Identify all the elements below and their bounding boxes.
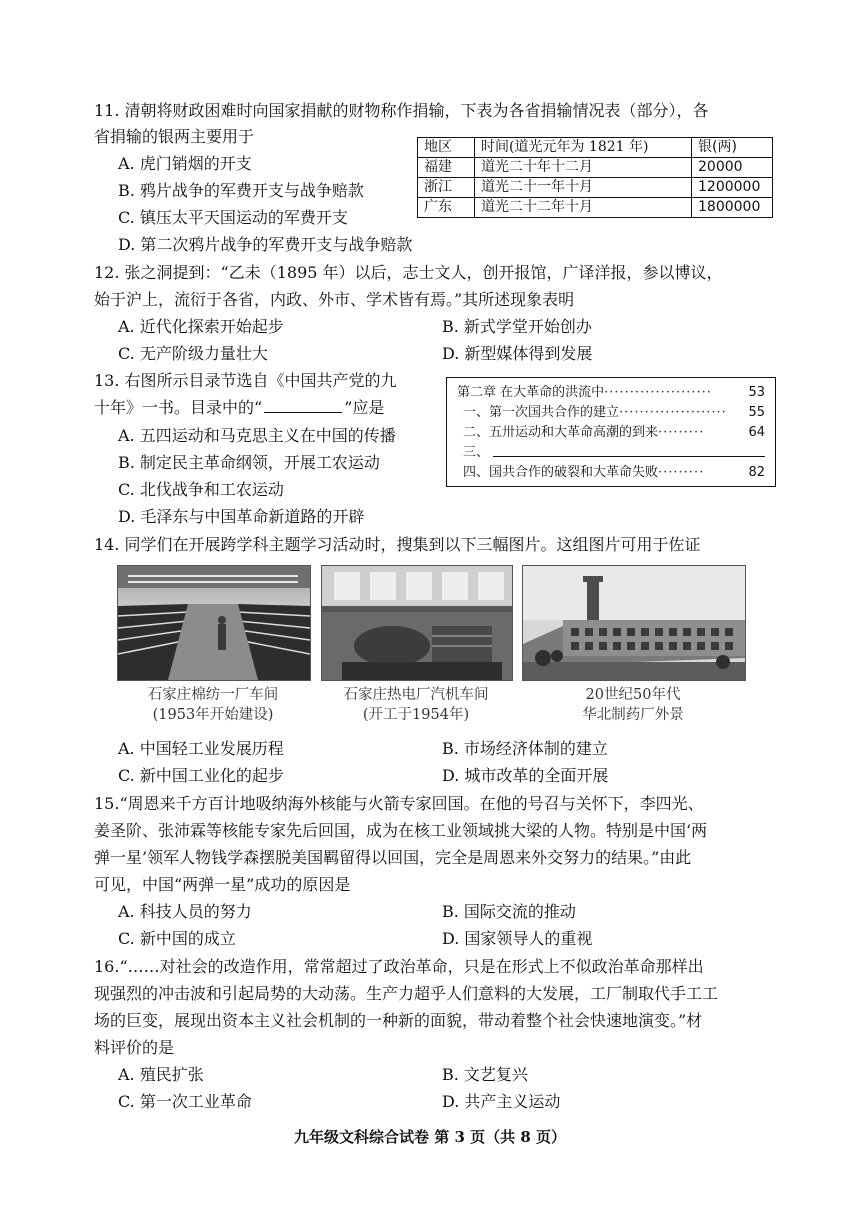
caption-line: 石家庄棉纺一厂车间: [147, 687, 279, 703]
q14-option-d: D. 城市改革的全面开展: [442, 766, 609, 785]
q12-stem-line2: 始于沪上，流衍于各省，内政、外市、学术皆有焉。”其所述现象表明: [94, 290, 575, 309]
q15-stem-line2: 姜圣阶、张沛霖等核能专家先后回国，成为在核工业领域挑大梁的人物。特别是中国‘两: [94, 821, 708, 840]
photo-caption: [314, 685, 518, 725]
q14-stem-line1: 14. 同学们在开展跨学科主题学习活动时，搜集到以下三幅图片。这组图片可用于佐证: [94, 535, 701, 554]
q11-stem-line2: 省捐输的银两主要用于: [94, 127, 255, 146]
table-row: [418, 178, 773, 198]
caption-line: (开工于1954年): [362, 707, 470, 723]
toc-page: 53: [748, 385, 765, 400]
q16-stem-line4: 料评价的是: [94, 1038, 175, 1057]
q12-option-d: D. 新型媒体得到发展: [442, 344, 593, 363]
toc-entry: [463, 423, 765, 443]
table-header-cell: 银(两): [692, 138, 773, 158]
q11-option-c: C. 镇压太平天国运动的军费开支: [118, 208, 348, 227]
toc-leader: ·········: [658, 465, 705, 480]
table-header-row: [418, 138, 773, 158]
table-row: [418, 158, 773, 178]
q13-option-a: A. 五四运动和马克思主义在中国的传播: [118, 426, 396, 445]
table-header-cell: 时间(道光元年为 1821 年): [475, 138, 692, 158]
toc-blank-line: [493, 443, 765, 457]
table-row: [418, 198, 773, 218]
caption-line: 石家庄热电厂汽机车间: [343, 687, 489, 703]
q16-option-c: C. 第一次工业革命: [118, 1092, 252, 1111]
toc-page: 64: [748, 425, 765, 440]
table-cell: 福建: [418, 158, 475, 178]
q15-option-d: D. 国家领导人的重视: [442, 929, 593, 948]
q12-stem-line1: 12. 张之洞提到：“乙未（1895 年）以后，志士文人，创开报馆，广译洋报，参以博议，: [94, 263, 723, 282]
table-cell: 1200000: [692, 178, 773, 198]
caption-line: 华北制药厂外景: [582, 707, 684, 723]
q12-option-c: C. 无产阶级力量壮大: [118, 344, 268, 363]
answer-blank: [264, 398, 342, 413]
q15-option-b: B. 国际交流的推动: [442, 902, 576, 921]
photo-caption: [540, 685, 726, 725]
q16-stem-line3: 场的巨变，展现出资本主义社会机制的一种新的面貌，带动着整个社会快速地演变。”材: [94, 1011, 703, 1030]
table-cell: 道光二十一年十月: [475, 178, 692, 198]
power-plant-photo: [321, 565, 513, 681]
toc-title: 四、国共合作的破裂和大革命失败: [463, 465, 659, 480]
q15-option-c: C. 新中国的成立: [118, 929, 236, 948]
q16-option-b: B. 文艺复兴: [442, 1065, 528, 1084]
table-cell: 20000: [692, 158, 773, 178]
q11-option-d: D. 第二次鸦片战争的军费开支与战争赔款: [118, 235, 413, 254]
toc-title: 第二章 在大革命的洪流中: [457, 385, 605, 400]
q16-stem-line1: 16.“……对社会的改造作用，常常超过了政治革命，只是在形式上不似政治革命那样出: [94, 957, 704, 976]
q13-option-b: B. 制定民主革命纲领，开展工农运动: [118, 453, 380, 472]
q16-option-a: A. 殖民扩张: [118, 1065, 204, 1084]
toc-leader: ·········: [658, 425, 705, 440]
table-header-cell: 地区: [418, 138, 475, 158]
q11-donation-table: [417, 137, 773, 218]
toc-page: 55: [748, 405, 765, 420]
toc-title: 二、五卅运动和大革命高潮的到来: [463, 425, 659, 440]
q13-option-d: D. 毛泽东与中国革命新道路的开辟: [118, 507, 365, 526]
toc-entry: [463, 463, 765, 483]
table-cell: 道光二十二年十月: [475, 198, 692, 218]
page-footer: 九年级文科综合试卷 第 3 页（共 8 页）: [294, 1128, 566, 1146]
toc-page: 82: [748, 465, 765, 480]
q13-table-of-contents: [446, 377, 776, 487]
textile-mill-photo: [117, 565, 311, 681]
photo-caption: [110, 685, 316, 725]
table-cell: 浙江: [418, 178, 475, 198]
q12-option-a: A. 近代化探索开始起步: [118, 317, 284, 336]
toc-leader: ·····················: [619, 405, 727, 420]
caption-line: (1953年开始建设): [152, 707, 274, 723]
q15-stem-line4: 可见，中国“两弹一星”成功的原因是: [94, 875, 351, 894]
q11-option-a: A. 虎门销烟的开支: [118, 154, 252, 173]
q14-option-b: B. 市场经济体制的建立: [442, 739, 608, 758]
q14-option-c: C. 新中国工业化的起步: [118, 766, 284, 785]
toc-entry: [463, 403, 765, 423]
q13-stem-text-end: ”应是: [344, 398, 385, 417]
q15-option-a: A. 科技人员的努力: [118, 902, 252, 921]
toc-title: 一、第一次国共合作的建立: [463, 405, 620, 420]
q15-stem-line3: 弹一星’领军人物钱学森摆脱美国羁留得以回国，完全是周恩来外交努力的结果。”由此: [94, 848, 692, 867]
q11-option-b: B. 鸦片战争的军费开支与战争赔款: [118, 181, 364, 200]
q16-option-d: D. 共产主义运动: [442, 1092, 561, 1111]
q13-stem-line1: 13. 右图所示目录节选自《中国共产党的九: [94, 371, 397, 390]
q12-option-b: B. 新式学堂开始创办: [442, 317, 592, 336]
q11-stem-line1: 11. 清朝将财政困难时向国家捐献的财物称作捐输，下表为各省捐输情况表（部分），各: [94, 101, 709, 120]
q13-stem-line2: [94, 395, 384, 421]
toc-title: 三、: [463, 445, 490, 460]
table-cell: 广东: [418, 198, 475, 218]
toc-leader: ·····················: [604, 385, 712, 400]
toc-entry-blank: [463, 443, 765, 463]
q13-option-c: C. 北伐战争和工农运动: [118, 480, 284, 499]
q13-stem-text: 十年》一书。目录中的“: [94, 398, 263, 417]
table-cell: 1800000: [692, 198, 773, 218]
toc-entry: [457, 383, 765, 403]
caption-line: 20世纪50年代: [585, 687, 681, 703]
q16-stem-line2: 现强烈的冲击波和引起局势的大动荡。生产力超乎人们意料的大发展，工厂制取代手工工: [94, 984, 719, 1003]
table-cell: 道光二十年十二月: [475, 158, 692, 178]
pharma-factory-photo: [522, 565, 746, 681]
q14-option-a: A. 中国轻工业发展历程: [118, 739, 284, 758]
q15-stem-line1: 15.“周恩来千方百计地吸纳海外核能与火箭专家回国。在他的号召与关怀下，李四光、: [94, 794, 704, 813]
